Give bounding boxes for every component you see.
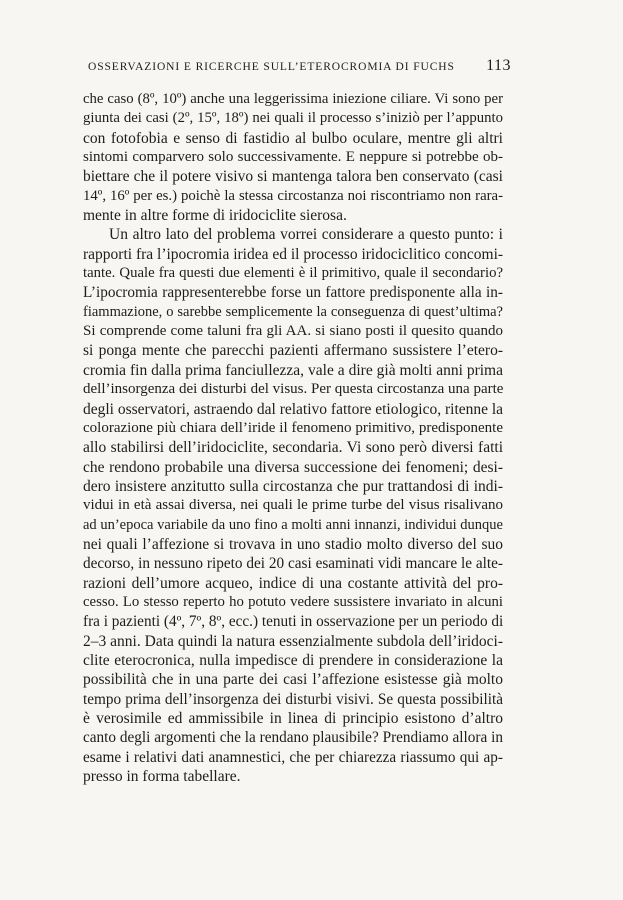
text-line: Si comprende come taluni fra gli AA. si siano posti il quesito quando xyxy=(83,323,503,340)
text-line: razioni dell’umore acqueo, indice di una costante attività del pro- xyxy=(83,574,503,592)
text-line: mente in altre forme di iridociclite sierosa. xyxy=(83,207,347,225)
text-line: con fotofobia e senso di fastidio al bulbo oculare, mentre gli altri xyxy=(83,129,503,147)
text-line: ad un’epoca variabile da uno fino a molti anni innanzi, individui dunque xyxy=(83,516,503,533)
page-number: 113 xyxy=(486,57,511,74)
text-line: possibilità che in una parte dei casi l’affezione esistesse già molto xyxy=(83,671,503,689)
text-line: decorso, in nessuno ripeto dei 20 casi esaminati vidi mancare le alte- xyxy=(83,555,503,573)
text-line: allo stabilirsi dell’iridociclite, secondaria. Vi sono però diversi fatti xyxy=(83,439,503,457)
text-line: cromia fin dalla prima fanciullezza, vale a dire già molti anni prima xyxy=(83,361,503,379)
text-line: fiammazione, o sarebbe semplicemente la conseguenza di quest’ultima? xyxy=(83,303,503,320)
text-line: 2–3 anni. Data quindi la natura essenzialmente subdola dell’iridoci- xyxy=(83,632,503,650)
text-line: è verosimile ed ammissibile in linea di principio esistono d’altro xyxy=(83,710,503,727)
text-line: esame i relativi dati anamnestici, che per chiarezza riassumo qui ap- xyxy=(83,748,503,766)
text-line: canto degli argomenti che la rendano plausibile? Prendiamo allora in xyxy=(83,729,503,747)
text-line: sintomi comparvero solo successivamente. E neppure si potrebbe ob- xyxy=(83,149,503,166)
running-head: OSSERVAZIONI E RICERCHE SULL’ETEROCROMIA DI FUCHS xyxy=(88,61,455,73)
text-line: cesso. Lo stesso reperto ho potuto vedere sussistere invariato in alcuni xyxy=(83,593,503,610)
text-line: fra i pazienti (4º, 7º, 8º, ecc.) tenuti in osservazione per un periodo di xyxy=(83,613,504,631)
text-line: 14º, 16º per es.) poichè la stessa circostanza noi riscontriamo non rara- xyxy=(83,187,503,204)
text-line: che rendono probabile una diversa successione dei fenomeni; desi- xyxy=(83,458,503,476)
text-line: tante. Quale fra questi due elementi è il primitivo, quale il secondario? xyxy=(83,265,503,282)
body-text xyxy=(83,90,503,786)
text-line: biettare che il potere visivo si mantenga talora ben conservato (casi xyxy=(83,168,503,186)
text-line: colorazione più chiara dell’iride il fenomeno primitivo, predisponente xyxy=(83,419,503,436)
text-line: dell’insorgenza dei disturbi del visus. Per questa circostanza una parte xyxy=(83,381,504,398)
text-line: L’ipocromia rappresenterebbe forse un fattore predisponente alla in- xyxy=(83,284,503,302)
text-line: clite eterocronica, nulla impedisce di prendere in considerazione la xyxy=(83,651,503,669)
text-line: Un altro lato del problema vorrei considerare a questo punto: i xyxy=(109,226,503,244)
paragraph xyxy=(83,225,503,786)
text-line: tempo prima dell’insorgenza dei disturbi visivi. Se questa possibilità xyxy=(83,690,503,708)
text-line: che caso (8º, 10º) anche una leggerissima iniezione ciliare. Vi sono per xyxy=(83,91,503,107)
text-line: si ponga mente che parecchi pazienti affermano sussistere l’etero- xyxy=(83,342,503,360)
text-line: dero insistere anzitutto sulla circostanza che pur trattandosi di indi- xyxy=(83,477,503,495)
page-header xyxy=(88,57,511,75)
text-line: vidui in età assai diversa, nei quali le prime turbe del visus risalivano xyxy=(83,497,503,514)
text-line: giunta dei casi (2º, 15º, 18º) nei quali il processo s’iniziò per l’appunto xyxy=(83,110,503,127)
text-line: rapporti fra l’ipocromia iridea ed il processo iridociclitico concomi- xyxy=(83,245,504,263)
text-line: degli osservatori, astraendo dal relativo fattore etiologico, ritenne la xyxy=(83,400,504,418)
paragraph xyxy=(83,90,503,225)
text-line: nei quali l’affezione si trovava in uno stadio molto diverso del suo xyxy=(83,535,503,553)
text-line: presso in forma tabellare. xyxy=(83,768,241,786)
